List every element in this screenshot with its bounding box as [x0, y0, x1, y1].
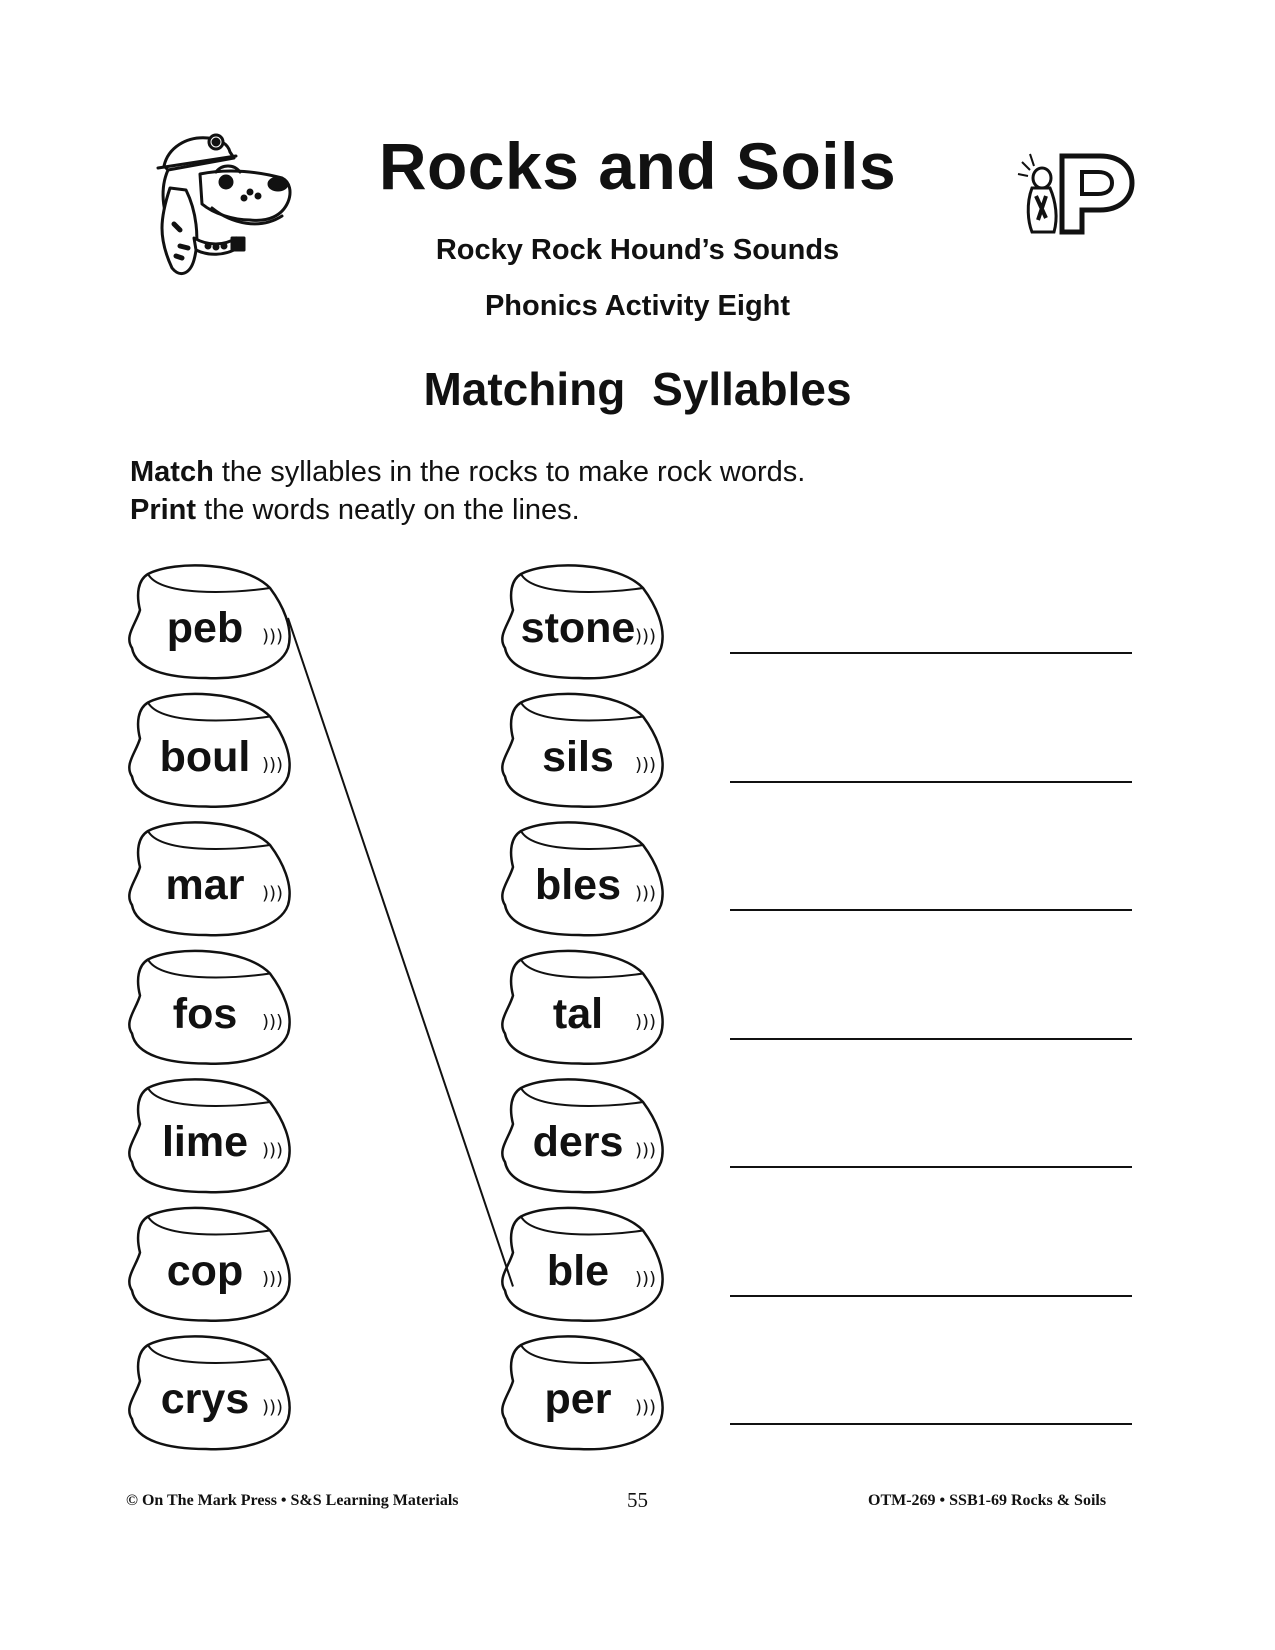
syllable-right-ble: ble: [546, 1246, 610, 1295]
syllable-right-tal: tal: [552, 989, 604, 1038]
sound-wave-icon: ))): [635, 1011, 657, 1033]
instruction-text-1: the syllables in the rocks to make rock words.: [213, 456, 806, 488]
sound-wave-icon: ))): [635, 883, 657, 904]
syllable-left-lime: lime: [161, 1118, 249, 1166]
syllable-left-cop: cop: [166, 1246, 244, 1295]
sound-wave-icon: ))): [262, 883, 284, 904]
syllable-right-bles: bles: [534, 861, 622, 909]
answer-line-7[interactable]: [730, 1423, 1132, 1425]
syllable-right-ders: ders: [532, 1118, 624, 1166]
sound-wave-icon: ))): [635, 1140, 657, 1161]
instruction-text-2: the words neatly on the lines.: [196, 494, 580, 526]
syllable-right-stone: stone: [520, 604, 636, 652]
syllable-right-per: per: [544, 1375, 612, 1423]
worksheet-subtitle: Rocky Rock Hound’s Sounds: [435, 234, 840, 266]
answer-line-6[interactable]: [730, 1295, 1132, 1297]
syllable-left-fos: fos: [172, 989, 238, 1038]
syllable-left-crys: crys: [160, 1375, 250, 1423]
instruction-verb-match: Match: [130, 456, 214, 488]
sound-wave-icon: ))): [262, 1140, 284, 1161]
sound-wave-icon: ))): [635, 626, 657, 647]
instruction-verb-print: Print: [130, 494, 197, 526]
answer-line-4[interactable]: [730, 1038, 1132, 1040]
sound-wave-icon: ))): [262, 1011, 284, 1033]
sound-wave-icon: ))): [635, 754, 657, 776]
page-title: Rocks and Soils: [378, 129, 897, 203]
answer-line-1[interactable]: [730, 652, 1132, 654]
answer-line-3[interactable]: [730, 909, 1132, 911]
sound-wave-icon: ))): [635, 1397, 657, 1418]
example-match-line: [288, 618, 513, 1287]
activity-label: Phonics Activity Eight: [484, 290, 791, 322]
sound-wave-icon: ))): [262, 626, 284, 647]
syllable-left-mar: mar: [165, 861, 245, 909]
sound-wave-icon: ))): [635, 1268, 657, 1290]
syllable-left-boul: boul: [159, 732, 251, 781]
answer-line-5[interactable]: [730, 1166, 1132, 1168]
section-heading: Matching Syllables: [423, 363, 852, 415]
sound-wave-icon: ))): [262, 1268, 284, 1290]
syllable-left-peb: peb: [166, 604, 244, 652]
page-number: 55: [627, 1488, 648, 1512]
footer-copyright: © On The Mark Press • S&S Learning Materials: [126, 1492, 459, 1509]
footer-catalog: OTM-269 • SSB1-69 Rocks & Soils: [868, 1492, 1107, 1509]
answer-line-2[interactable]: [730, 781, 1132, 783]
syllable-right-sils: sils: [542, 732, 614, 781]
sound-wave-icon: ))): [262, 1397, 284, 1418]
sound-wave-icon: ))): [262, 754, 284, 776]
